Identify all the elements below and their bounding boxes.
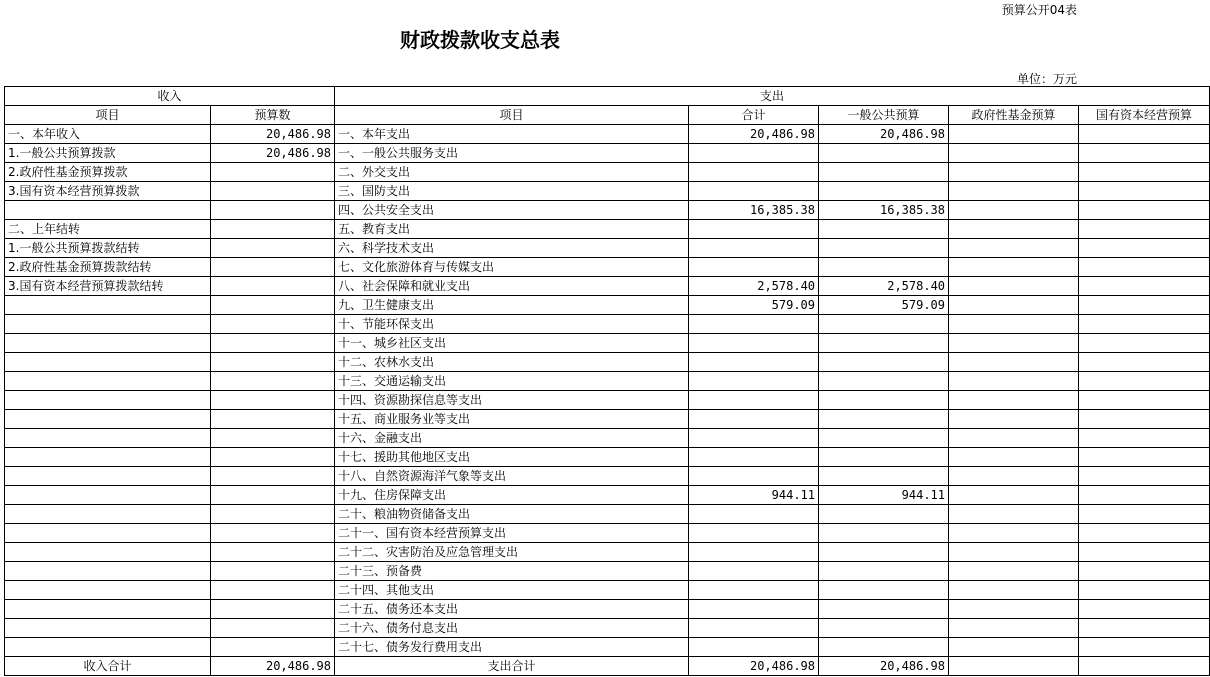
table-row xyxy=(5,163,1210,182)
table-row xyxy=(5,600,1210,619)
income-budget-cell xyxy=(211,581,335,600)
income-budget-cell: 20,486.98 xyxy=(211,144,335,163)
expense-total-cell: 16,385.38 xyxy=(689,201,819,220)
table-row xyxy=(5,334,1210,353)
general-budget-cell xyxy=(819,505,949,524)
income-budget-cell xyxy=(211,524,335,543)
soe-budget-cell xyxy=(1079,315,1210,334)
expense-item-cell: 二、外交支出 xyxy=(335,163,689,182)
expense-item-cell: 十八、自然资源海洋气象等支出 xyxy=(335,467,689,486)
table-row xyxy=(5,125,1210,144)
general-budget-cell xyxy=(819,581,949,600)
table-row xyxy=(5,258,1210,277)
fund-budget-cell xyxy=(949,524,1079,543)
soe-budget-cell xyxy=(1079,220,1210,239)
income-budget-cell xyxy=(211,201,335,220)
income-budget-cell xyxy=(211,486,335,505)
expense-total-cell xyxy=(689,144,819,163)
fund-budget-cell xyxy=(949,448,1079,467)
income-budget-cell xyxy=(211,505,335,524)
fund-budget-cell xyxy=(949,125,1079,144)
expense-item-cell: 十九、住房保障支出 xyxy=(335,486,689,505)
expense-total-cell: 944.11 xyxy=(689,486,819,505)
expense-item-cell: 四、公共安全支出 xyxy=(335,201,689,220)
income-budget-cell xyxy=(211,258,335,277)
income-item-cell xyxy=(5,201,211,220)
soe-budget-cell xyxy=(1079,486,1210,505)
expense-total-cell xyxy=(689,372,819,391)
income-budget-cell xyxy=(211,619,335,638)
general-budget-cell xyxy=(819,334,949,353)
table-row xyxy=(5,201,1210,220)
general-budget-cell xyxy=(819,182,949,201)
income-item-cell xyxy=(5,448,211,467)
table-row xyxy=(5,372,1210,391)
soe-budget-cell xyxy=(1079,391,1210,410)
income-budget-cell xyxy=(211,638,335,657)
expense-item-cell: 九、卫生健康支出 xyxy=(335,296,689,315)
expense-item-cell: 二十、粮油物资储备支出 xyxy=(335,505,689,524)
soe-budget-cell xyxy=(1079,581,1210,600)
income-item-cell xyxy=(5,562,211,581)
expense-item-cell: 十一、城乡社区支出 xyxy=(335,334,689,353)
income-budget-cell xyxy=(211,277,335,296)
expense-total-cell xyxy=(689,448,819,467)
soe-budget-cell xyxy=(1079,296,1210,315)
fund-budget-cell xyxy=(949,182,1079,201)
income-item-cell xyxy=(5,467,211,486)
expense-total-cell xyxy=(689,315,819,334)
income-item-cell xyxy=(5,619,211,638)
fund-budget-cell xyxy=(949,600,1079,619)
general-budget-cell xyxy=(819,448,949,467)
table-row xyxy=(5,144,1210,163)
income-item-cell: 2.政府性基金预算拨款 xyxy=(5,163,211,182)
expense-total-cell xyxy=(689,543,819,562)
expense-total-cell xyxy=(689,524,819,543)
table-row xyxy=(5,448,1210,467)
income-budget-cell xyxy=(211,600,335,619)
fund-budget-cell xyxy=(949,410,1079,429)
fund-budget-cell xyxy=(949,144,1079,163)
general-budget-cell xyxy=(819,562,949,581)
expense-item-cell: 二十二、灾害防治及应急管理支出 xyxy=(335,543,689,562)
budget-table xyxy=(4,86,1210,676)
expense-item-cell: 三、国防支出 xyxy=(335,182,689,201)
income-budget-cell xyxy=(211,239,335,258)
income-budget-cell xyxy=(211,562,335,581)
income-budget-cell xyxy=(211,334,335,353)
general-budget-cell xyxy=(819,600,949,619)
general-budget-cell xyxy=(819,410,949,429)
income-item-cell xyxy=(5,334,211,353)
general-budget-cell xyxy=(819,429,949,448)
expense-item-cell: 十五、商业服务业等支出 xyxy=(335,410,689,429)
expense-total-cell xyxy=(689,562,819,581)
table-row xyxy=(5,505,1210,524)
fund-budget-cell xyxy=(949,505,1079,524)
expense-total-header: 合计 xyxy=(689,106,819,125)
table-row xyxy=(5,638,1210,657)
income-budget-header: 预算数 xyxy=(211,106,335,125)
table-row xyxy=(5,581,1210,600)
income-item-header: 项目 xyxy=(5,106,211,125)
income-budget-cell xyxy=(211,182,335,201)
expense-item-cell: 七、文化旅游体育与传媒支出 xyxy=(335,258,689,277)
fund-budget-cell xyxy=(949,201,1079,220)
expense-total-cell: 579.09 xyxy=(689,296,819,315)
header-column-row xyxy=(5,106,1210,125)
income-group-header: 收入 xyxy=(5,87,335,106)
income-total-value: 20,486.98 xyxy=(211,657,335,676)
general-budget-cell: 16,385.38 xyxy=(819,201,949,220)
table-row xyxy=(5,353,1210,372)
expense-item-cell: 二十四、其他支出 xyxy=(335,581,689,600)
general-budget-cell: 579.09 xyxy=(819,296,949,315)
income-item-cell: 二、上年结转 xyxy=(5,220,211,239)
fund-budget-cell xyxy=(949,315,1079,334)
fund-budget-cell xyxy=(949,619,1079,638)
expense-item-cell: 二十七、债务发行费用支出 xyxy=(335,638,689,657)
income-budget-cell xyxy=(211,163,335,182)
income-item-cell: 一、本年收入 xyxy=(5,125,211,144)
expense-total-cell xyxy=(689,581,819,600)
expense-item-cell: 十六、金融支出 xyxy=(335,429,689,448)
table-row xyxy=(5,296,1210,315)
general-budget-cell xyxy=(819,638,949,657)
soe-budget-cell xyxy=(1079,600,1210,619)
fund-budget-cell xyxy=(949,277,1079,296)
expense-total-cell xyxy=(689,391,819,410)
general-budget-cell xyxy=(819,144,949,163)
general-budget-cell xyxy=(819,258,949,277)
expense-total-cell xyxy=(689,182,819,201)
expense-total-cell xyxy=(689,239,819,258)
fund-budget-cell xyxy=(949,562,1079,581)
income-item-cell: 2.政府性基金预算拨款结转 xyxy=(5,258,211,277)
income-item-cell xyxy=(5,486,211,505)
expense-total-label: 支出合计 xyxy=(335,657,689,676)
expense-item-cell: 十四、资源勘探信息等支出 xyxy=(335,391,689,410)
table-row xyxy=(5,391,1210,410)
soe-budget-header: 国有资本经营预算 xyxy=(1079,106,1210,125)
table-row xyxy=(5,562,1210,581)
table-row xyxy=(5,220,1210,239)
table-row xyxy=(5,410,1210,429)
soe-budget-cell xyxy=(1079,334,1210,353)
income-item-cell: 1.一般公共预算拨款结转 xyxy=(5,239,211,258)
table-row xyxy=(5,429,1210,448)
expense-total-value: 20,486.98 xyxy=(689,657,819,676)
income-item-cell xyxy=(5,524,211,543)
income-budget-cell xyxy=(211,220,335,239)
general-budget-cell xyxy=(819,239,949,258)
soe-budget-cell xyxy=(1079,543,1210,562)
general-budget-cell xyxy=(819,163,949,182)
income-budget-cell xyxy=(211,296,335,315)
general-budget-cell xyxy=(819,467,949,486)
expense-item-cell: 二十三、预备费 xyxy=(335,562,689,581)
soe-budget-cell xyxy=(1079,429,1210,448)
general-budget-cell: 2,578.40 xyxy=(819,277,949,296)
expense-total-cell xyxy=(689,163,819,182)
soe-budget-cell xyxy=(1079,258,1210,277)
soe-budget-cell xyxy=(1079,372,1210,391)
soe-budget-cell xyxy=(1079,163,1210,182)
fund-budget-cell xyxy=(949,391,1079,410)
soe-budget-cell xyxy=(1079,524,1210,543)
expense-total-cell xyxy=(689,353,819,372)
expense-total-cell xyxy=(689,410,819,429)
table-row xyxy=(5,524,1210,543)
table-code: 预算公开04表 xyxy=(1001,3,1077,17)
soe-budget-cell xyxy=(1079,201,1210,220)
general-budget-cell xyxy=(819,391,949,410)
fund-budget-cell xyxy=(949,258,1079,277)
fund-budget-cell xyxy=(949,467,1079,486)
totals-row xyxy=(5,657,1210,676)
soe-budget-cell xyxy=(1079,125,1210,144)
fund-budget-header: 政府性基金预算 xyxy=(949,106,1079,125)
income-budget-cell xyxy=(211,372,335,391)
general-budget-cell xyxy=(819,619,949,638)
table-row xyxy=(5,315,1210,334)
expense-item-cell: 八、社会保障和就业支出 xyxy=(335,277,689,296)
fund-budget-cell xyxy=(949,334,1079,353)
general-budget-cell xyxy=(819,543,949,562)
income-item-cell xyxy=(5,600,211,619)
income-budget-cell: 20,486.98 xyxy=(211,125,335,144)
expense-item-cell: 十、节能环保支出 xyxy=(335,315,689,334)
income-budget-cell xyxy=(211,410,335,429)
soe-budget-cell xyxy=(1079,353,1210,372)
soe-budget-cell xyxy=(1079,144,1210,163)
soe-budget-cell xyxy=(1079,505,1210,524)
soe-budget-cell xyxy=(1079,239,1210,258)
income-item-cell xyxy=(5,391,211,410)
income-budget-cell xyxy=(211,315,335,334)
table-row xyxy=(5,619,1210,638)
fund-budget-cell xyxy=(949,638,1079,657)
expense-total-cell xyxy=(689,467,819,486)
expense-total-cell xyxy=(689,429,819,448)
income-budget-cell xyxy=(211,467,335,486)
soe-total-value xyxy=(1079,657,1210,676)
expense-item-cell: 六、科学技术支出 xyxy=(335,239,689,258)
income-item-cell xyxy=(5,505,211,524)
expense-item-cell: 十三、交通运输支出 xyxy=(335,372,689,391)
soe-budget-cell xyxy=(1079,619,1210,638)
soe-budget-cell xyxy=(1079,277,1210,296)
income-item-cell xyxy=(5,581,211,600)
income-item-cell xyxy=(5,543,211,562)
table-row xyxy=(5,239,1210,258)
income-item-cell: 3.国有资本经营预算拨款结转 xyxy=(5,277,211,296)
expense-total-cell: 20,486.98 xyxy=(689,125,819,144)
expense-item-cell: 十七、援助其他地区支出 xyxy=(335,448,689,467)
fund-total-value xyxy=(949,657,1079,676)
income-item-cell xyxy=(5,296,211,315)
income-item-cell xyxy=(5,372,211,391)
fund-budget-cell xyxy=(949,581,1079,600)
income-item-cell xyxy=(5,353,211,372)
table-row xyxy=(5,467,1210,486)
income-total-label: 收入合计 xyxy=(5,657,211,676)
expense-total-cell xyxy=(689,600,819,619)
income-budget-cell xyxy=(211,391,335,410)
general-budget-cell xyxy=(819,524,949,543)
income-item-cell xyxy=(5,429,211,448)
header-group-row xyxy=(5,87,1210,106)
general-budget-header: 一般公共预算 xyxy=(819,106,949,125)
fund-budget-cell xyxy=(949,220,1079,239)
table-row xyxy=(5,543,1210,562)
general-total-value: 20,486.98 xyxy=(819,657,949,676)
expense-item-cell: 二十五、债务还本支出 xyxy=(335,600,689,619)
income-budget-cell xyxy=(211,353,335,372)
expense-total-cell xyxy=(689,220,819,239)
general-budget-cell xyxy=(819,315,949,334)
expense-total-cell xyxy=(689,505,819,524)
fund-budget-cell xyxy=(949,296,1079,315)
fund-budget-cell xyxy=(949,429,1079,448)
fund-budget-cell xyxy=(949,543,1079,562)
expense-item-cell: 一、本年支出 xyxy=(335,125,689,144)
fund-budget-cell xyxy=(949,239,1079,258)
expense-total-cell xyxy=(689,334,819,353)
income-item-cell xyxy=(5,638,211,657)
expense-total-cell xyxy=(689,258,819,277)
expense-item-cell: 一、一般公共服务支出 xyxy=(335,144,689,163)
soe-budget-cell xyxy=(1079,448,1210,467)
income-budget-cell xyxy=(211,429,335,448)
soe-budget-cell xyxy=(1079,562,1210,581)
income-item-cell: 1.一般公共预算拨款 xyxy=(5,144,211,163)
table-row xyxy=(5,486,1210,505)
general-budget-cell xyxy=(819,353,949,372)
fund-budget-cell xyxy=(949,372,1079,391)
table-row xyxy=(5,182,1210,201)
general-budget-cell: 944.11 xyxy=(819,486,949,505)
income-item-cell xyxy=(5,315,211,334)
expense-item-cell: 五、教育支出 xyxy=(335,220,689,239)
income-item-cell: 3.国有资本经营预算拨款 xyxy=(5,182,211,201)
soe-budget-cell xyxy=(1079,638,1210,657)
fund-budget-cell xyxy=(949,163,1079,182)
general-budget-cell xyxy=(819,372,949,391)
fund-budget-cell xyxy=(949,486,1079,505)
income-budget-cell xyxy=(211,543,335,562)
income-budget-cell xyxy=(211,448,335,467)
soe-budget-cell xyxy=(1079,467,1210,486)
expense-total-cell xyxy=(689,638,819,657)
expense-item-header: 项目 xyxy=(335,106,689,125)
expense-item-cell: 二十六、债务付息支出 xyxy=(335,619,689,638)
general-budget-cell xyxy=(819,220,949,239)
expense-total-cell: 2,578.40 xyxy=(689,277,819,296)
soe-budget-cell xyxy=(1079,182,1210,201)
fund-budget-cell xyxy=(949,353,1079,372)
unit-label: 单位：万元 xyxy=(1016,72,1077,86)
general-budget-cell: 20,486.98 xyxy=(819,125,949,144)
page-title: 财政拨款收支总表 xyxy=(400,28,560,52)
table-row xyxy=(5,277,1210,296)
expense-total-cell xyxy=(689,619,819,638)
expense-group-header: 支出 xyxy=(335,87,1210,106)
soe-budget-cell xyxy=(1079,410,1210,429)
income-item-cell xyxy=(5,410,211,429)
expense-item-cell: 二十一、国有资本经营预算支出 xyxy=(335,524,689,543)
expense-item-cell: 十二、农林水支出 xyxy=(335,353,689,372)
